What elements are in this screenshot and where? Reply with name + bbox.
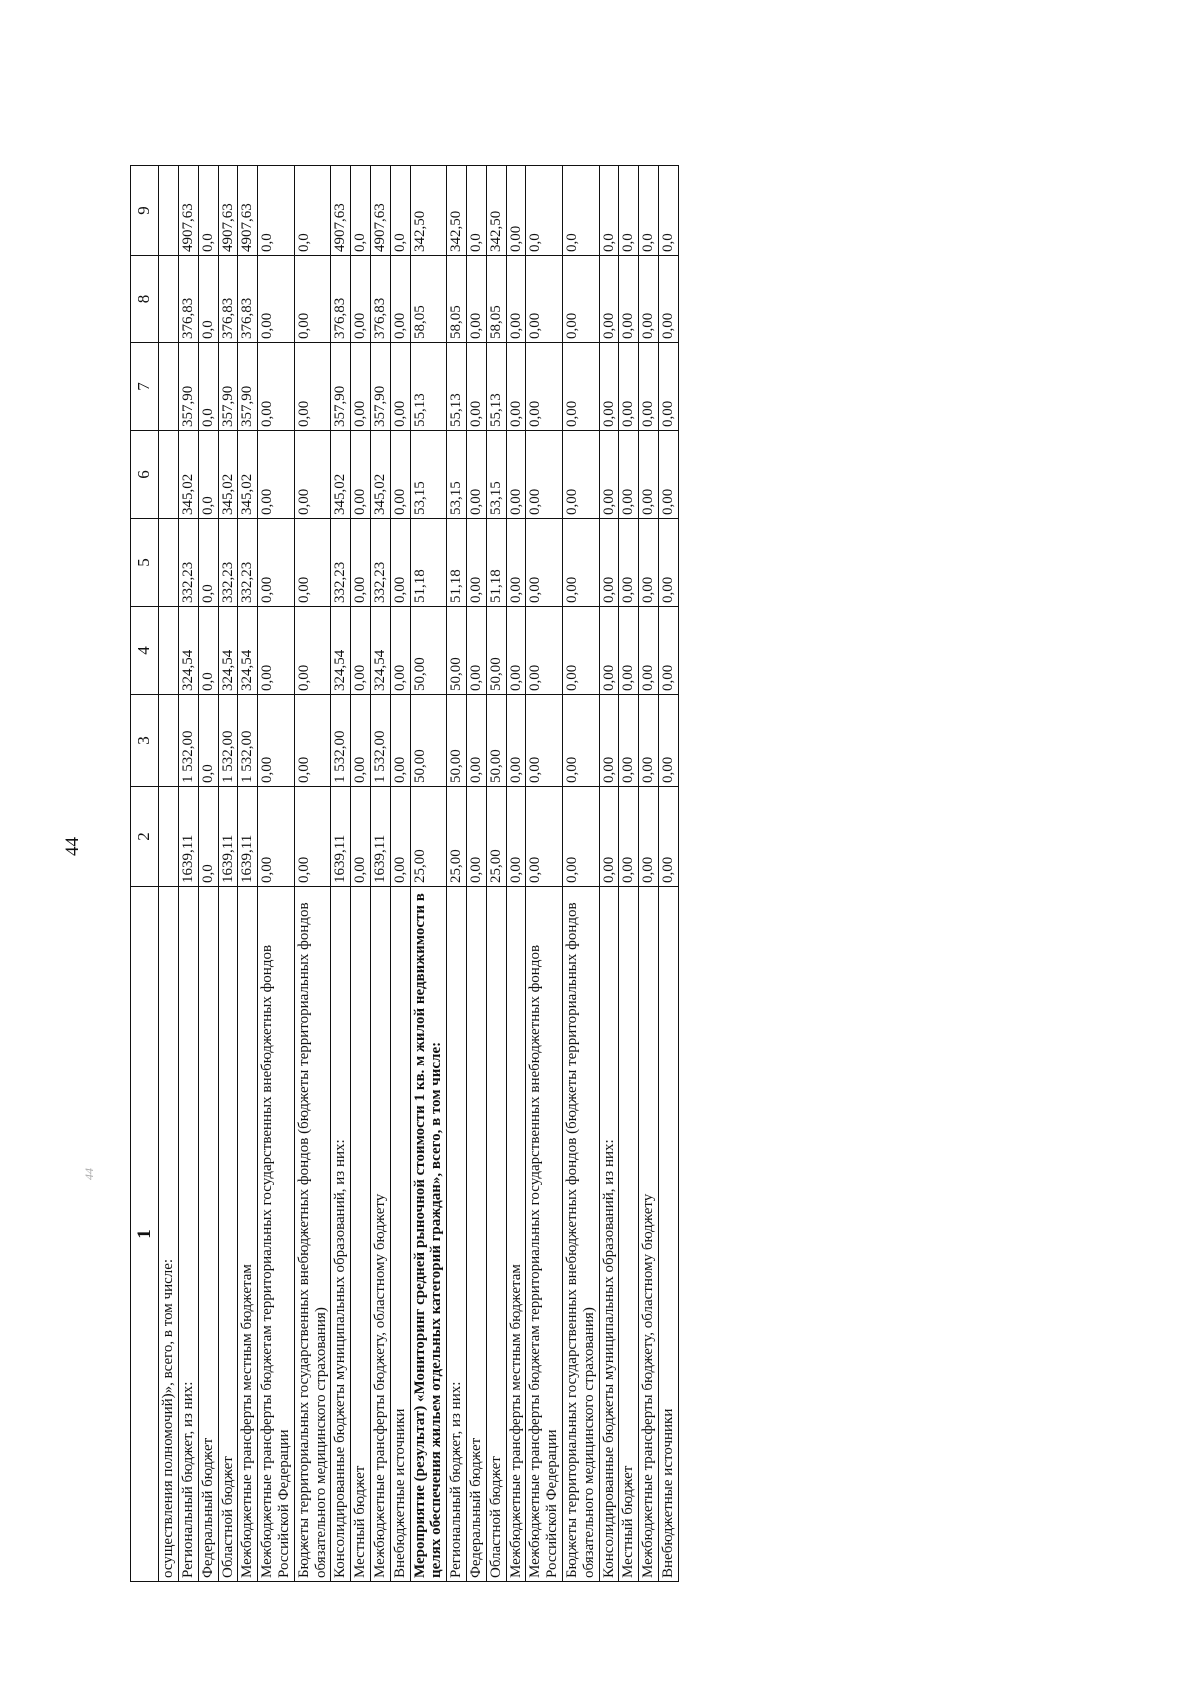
row-label: Внебюджетные источники — [658, 887, 678, 1582]
table-row — [467, 166, 487, 1582]
value-cell: 4907,63 — [238, 166, 258, 256]
table-row — [486, 166, 506, 1582]
value-cell: 0,00 — [563, 431, 600, 519]
value-cell: 0,00 — [639, 256, 659, 343]
value-cell: 0,0 — [198, 431, 218, 519]
value-cell: 0,00 — [506, 695, 526, 787]
value-cell: 4907,63 — [179, 166, 199, 256]
value-cell: 0,0 — [658, 166, 678, 256]
value-cell: 0,0 — [390, 166, 410, 256]
column-header: 6 — [131, 431, 159, 519]
column-header: 4 — [131, 607, 159, 695]
value-cell: 1 532,00 — [238, 695, 258, 787]
value-cell: 0,00 — [258, 787, 295, 887]
value-cell: 0,00 — [258, 256, 295, 343]
table-row — [447, 166, 467, 1582]
value-cell: 0,00 — [258, 431, 295, 519]
value-cell: 58,05 — [410, 256, 447, 343]
row-label: Бюджеты территориальных государственных внебюджетных фондов (бюджеты территориальных фондов обязательного медицинского страхования) — [563, 887, 600, 1582]
value-cell: 4907,63 — [218, 166, 238, 256]
value-cell: 357,90 — [218, 343, 238, 431]
value-cell: 1 532,00 — [218, 695, 238, 787]
row-label: Федеральный бюджет — [467, 887, 487, 1582]
table-row — [506, 166, 526, 1582]
value-cell: 332,23 — [238, 519, 258, 607]
row-label: Межбюджетные трансферты местным бюджетам — [506, 887, 526, 1582]
value-cell: 0,00 — [619, 787, 639, 887]
value-cell: 0,00 — [619, 431, 639, 519]
value-cell: 0,00 — [390, 695, 410, 787]
column-header: 1 — [131, 887, 159, 1582]
value-cell: 357,90 — [371, 343, 391, 431]
value-cell: 0,0 — [294, 166, 331, 256]
value-cell: 0,00 — [526, 519, 563, 607]
table-row — [258, 166, 295, 1582]
value-cell: 50,00 — [486, 607, 506, 695]
value-cell: 0,00 — [258, 343, 295, 431]
value-cell: 0,00 — [639, 607, 659, 695]
table-row — [658, 166, 678, 1582]
table-row — [526, 166, 563, 1582]
value-cell: 0,00 — [294, 519, 331, 607]
value-cell: 58,05 — [486, 256, 506, 343]
value-cell: 0,00 — [467, 787, 487, 887]
column-header: 7 — [131, 343, 159, 431]
table-row — [351, 166, 371, 1582]
table-row — [410, 166, 447, 1582]
value-cell: 376,83 — [331, 256, 351, 343]
value-cell: 58,05 — [447, 256, 467, 343]
value-cell: 0,00 — [639, 695, 659, 787]
value-cell: 0,00 — [599, 695, 619, 787]
value-cell: 55,13 — [447, 343, 467, 431]
row-label: Межбюджетные трансферты бюджетам территориальных государственных внебюджетных фондов Российской Федерации — [526, 887, 563, 1582]
row-label: Консолидированные бюджеты муниципальных образований, из них: — [331, 887, 351, 1582]
row-label: Внебюджетные источники — [390, 887, 410, 1582]
value-cell: 342,50 — [486, 166, 506, 256]
value-cell: 0,00 — [599, 431, 619, 519]
value-cell: 376,83 — [371, 256, 391, 343]
value-cell: 50,00 — [447, 695, 467, 787]
column-number-row — [131, 166, 159, 1582]
value-cell: 0,0 — [198, 256, 218, 343]
value-cell: 0,00 — [351, 343, 371, 431]
value-cell: 324,54 — [179, 607, 199, 695]
value-cell: 0,00 — [526, 431, 563, 519]
value-cell: 0,00 — [619, 607, 639, 695]
table-body — [159, 166, 679, 1582]
value-cell: 0,00 — [658, 256, 678, 343]
value-cell: 0,00 — [506, 343, 526, 431]
value-cell: 0,00 — [351, 695, 371, 787]
row-label: Областной бюджет — [486, 887, 506, 1582]
value-cell: 324,54 — [371, 607, 391, 695]
value-cell: 345,02 — [179, 431, 199, 519]
value-cell: 1639,11 — [218, 787, 238, 887]
value-cell: 51,18 — [410, 519, 447, 607]
value-cell: 1639,11 — [179, 787, 199, 887]
value-cell: 0,00 — [526, 787, 563, 887]
row-label: Областной бюджет — [218, 887, 238, 1582]
table-row — [198, 166, 218, 1582]
value-cell: 0,00 — [351, 607, 371, 695]
value-cell: 0,00 — [619, 256, 639, 343]
value-cell: 1639,11 — [331, 787, 351, 887]
value-cell: 0,00 — [506, 607, 526, 695]
value-cell: 0,00 — [506, 787, 526, 887]
value-cell: 357,90 — [179, 343, 199, 431]
value-cell: 0,0 — [639, 166, 659, 256]
value-cell: 345,02 — [238, 431, 258, 519]
value-cell: 0,00 — [258, 695, 295, 787]
row-label: Межбюджетные трансферты бюджету, областному бюджету — [371, 887, 391, 1582]
row-label: Федеральный бюджет — [198, 887, 218, 1582]
value-cell: 25,00 — [486, 787, 506, 887]
value-cell: 25,00 — [410, 787, 447, 887]
table-row — [619, 166, 639, 1582]
table-row — [390, 166, 410, 1582]
value-cell: 0,0 — [526, 166, 563, 256]
value-cell: 376,83 — [179, 256, 199, 343]
value-cell: 0,0 — [258, 166, 295, 256]
value-cell: 0,00 — [563, 256, 600, 343]
value-cell: 0,00 — [526, 607, 563, 695]
value-cell: 0,0 — [198, 695, 218, 787]
value-cell: 0,00 — [467, 695, 487, 787]
value-cell: 0,00 — [506, 256, 526, 343]
value-cell: 0,00 — [639, 343, 659, 431]
value-cell: 0,00 — [619, 343, 639, 431]
value-cell: 53,15 — [410, 431, 447, 519]
value-cell: 0,00 — [526, 343, 563, 431]
value-cell: 0,00 — [563, 519, 600, 607]
table-row — [599, 166, 619, 1582]
value-cell: 0,00 — [639, 431, 659, 519]
row-label: осуществления полномочий)», всего, в том числе: — [159, 887, 179, 1582]
value-cell — [159, 607, 179, 695]
value-cell: 0,0 — [198, 787, 218, 887]
value-cell: 345,02 — [218, 431, 238, 519]
value-cell: 0,00 — [658, 343, 678, 431]
value-cell: 0,00 — [351, 787, 371, 887]
rotated-table-container — [130, 166, 1010, 1582]
value-cell: 25,00 — [447, 787, 467, 887]
value-cell: 0,0 — [619, 166, 639, 256]
value-cell: 0,0 — [467, 166, 487, 256]
value-cell: 0,00 — [563, 695, 600, 787]
value-cell: 357,90 — [331, 343, 351, 431]
value-cell: 376,83 — [238, 256, 258, 343]
row-label: Межбюджетные трансферты бюджетам территориальных государственных внебюджетных фондов Российской Федерации — [258, 887, 295, 1582]
column-header: 5 — [131, 519, 159, 607]
value-cell: 0,00 — [351, 519, 371, 607]
table-row — [563, 166, 600, 1582]
budget-table — [130, 165, 679, 1582]
value-cell: 0,00 — [658, 787, 678, 887]
value-cell: 332,23 — [179, 519, 199, 607]
value-cell: 0,00 — [467, 343, 487, 431]
value-cell: 0,0 — [198, 166, 218, 256]
column-header: 9 — [131, 166, 159, 256]
value-cell: 0,00 — [563, 787, 600, 887]
value-cell: 0,00 — [294, 343, 331, 431]
value-cell: 0,00 — [599, 343, 619, 431]
value-cell: 332,23 — [331, 519, 351, 607]
value-cell: 0,00 — [390, 431, 410, 519]
value-cell: 345,02 — [331, 431, 351, 519]
value-cell: 0,0 — [351, 166, 371, 256]
value-cell: 342,50 — [410, 166, 447, 256]
value-cell: 0,00 — [294, 607, 331, 695]
value-cell: 345,02 — [371, 431, 391, 519]
value-cell: 324,54 — [238, 607, 258, 695]
value-cell: 0,00 — [599, 607, 619, 695]
value-cell: 0,00 — [294, 256, 331, 343]
page-number: 44 — [62, 837, 83, 856]
value-cell: 0,00 — [639, 787, 659, 887]
value-cell: 0,00 — [294, 695, 331, 787]
value-cell: 0,00 — [506, 166, 526, 256]
value-cell: 0,00 — [619, 695, 639, 787]
value-cell: 0,00 — [294, 431, 331, 519]
faint-stamp: 44 — [82, 1168, 96, 1180]
table-row — [294, 166, 331, 1582]
value-cell: 0,00 — [639, 519, 659, 607]
row-label: Консолидированные бюджеты муниципальных образований, из них: — [599, 887, 619, 1582]
value-cell — [159, 695, 179, 787]
value-cell: 0,0 — [198, 343, 218, 431]
value-cell: 0,00 — [390, 787, 410, 887]
value-cell: 324,54 — [218, 607, 238, 695]
table-row — [371, 166, 391, 1582]
value-cell: 0,00 — [390, 256, 410, 343]
value-cell: 1 532,00 — [331, 695, 351, 787]
value-cell: 0,00 — [506, 519, 526, 607]
value-cell: 0,00 — [390, 607, 410, 695]
value-cell: 1 532,00 — [371, 695, 391, 787]
value-cell: 1 532,00 — [179, 695, 199, 787]
value-cell: 0,00 — [599, 519, 619, 607]
value-cell: 0,00 — [599, 256, 619, 343]
table-row — [331, 166, 351, 1582]
value-cell: 0,00 — [599, 787, 619, 887]
value-cell: 0,00 — [294, 787, 331, 887]
value-cell: 50,00 — [410, 607, 447, 695]
value-cell — [159, 343, 179, 431]
column-header: 8 — [131, 256, 159, 343]
row-label: Местный бюджет — [351, 887, 371, 1582]
value-cell: 55,13 — [486, 343, 506, 431]
value-cell: 50,00 — [486, 695, 506, 787]
row-label: Мероприятие (результат) «Мониторинг средней рыночной стоимости 1 кв. м жилой недвижимости в целях обеспечения жильем отдельных категорий граждан», всего, в том числе: — [410, 887, 447, 1582]
row-label: Местный бюджет — [619, 887, 639, 1582]
value-cell: 0,00 — [258, 607, 295, 695]
value-cell: 51,18 — [447, 519, 467, 607]
table-row — [639, 166, 659, 1582]
row-label: Бюджеты территориальных государственных внебюджетных фондов (бюджеты территориальных фондов обязательного медицинского страхования) — [294, 887, 331, 1582]
value-cell: 342,50 — [447, 166, 467, 256]
value-cell: 0,00 — [467, 256, 487, 343]
table-row — [238, 166, 258, 1582]
value-cell: 0,00 — [563, 343, 600, 431]
value-cell: 357,90 — [238, 343, 258, 431]
value-cell: 0,00 — [467, 431, 487, 519]
value-cell: 0,00 — [467, 519, 487, 607]
row-label: Межбюджетные трансферты бюджету, областному бюджету — [639, 887, 659, 1582]
value-cell: 0,00 — [258, 519, 295, 607]
value-cell: 4907,63 — [331, 166, 351, 256]
value-cell: 0,00 — [390, 343, 410, 431]
value-cell: 0,00 — [563, 607, 600, 695]
table-row — [179, 166, 199, 1582]
value-cell — [159, 787, 179, 887]
value-cell: 53,15 — [447, 431, 467, 519]
value-cell: 0,00 — [506, 431, 526, 519]
value-cell: 1639,11 — [371, 787, 391, 887]
row-label: Межбюджетные трансферты местным бюджетам — [238, 887, 258, 1582]
value-cell: 0,00 — [351, 256, 371, 343]
row-label: Региональный бюджет, из них: — [179, 887, 199, 1582]
value-cell: 332,23 — [218, 519, 238, 607]
value-cell: 0,0 — [198, 519, 218, 607]
value-cell: 4907,63 — [371, 166, 391, 256]
column-header: 2 — [131, 787, 159, 887]
value-cell: 0,00 — [390, 519, 410, 607]
value-cell: 51,18 — [486, 519, 506, 607]
value-cell — [159, 166, 179, 256]
row-label: Региональный бюджет, из них: — [447, 887, 467, 1582]
value-cell — [159, 519, 179, 607]
value-cell: 50,00 — [410, 695, 447, 787]
value-cell: 324,54 — [331, 607, 351, 695]
column-header: 3 — [131, 695, 159, 787]
value-cell: 376,83 — [218, 256, 238, 343]
value-cell: 0,00 — [351, 431, 371, 519]
table-row — [218, 166, 238, 1582]
value-cell: 0,0 — [198, 607, 218, 695]
value-cell — [159, 431, 179, 519]
value-cell: 0,00 — [467, 607, 487, 695]
value-cell: 0,00 — [658, 519, 678, 607]
value-cell: 0,00 — [658, 431, 678, 519]
value-cell: 53,15 — [486, 431, 506, 519]
value-cell: 1639,11 — [238, 787, 258, 887]
value-cell — [159, 256, 179, 343]
value-cell: 55,13 — [410, 343, 447, 431]
value-cell: 332,23 — [371, 519, 391, 607]
value-cell: 0,00 — [658, 695, 678, 787]
value-cell: 0,00 — [526, 695, 563, 787]
value-cell: 50,00 — [447, 607, 467, 695]
value-cell: 0,0 — [599, 166, 619, 256]
value-cell: 0,00 — [658, 607, 678, 695]
value-cell: 0,0 — [563, 166, 600, 256]
table-row — [159, 166, 179, 1582]
value-cell: 0,00 — [526, 256, 563, 343]
value-cell: 0,00 — [619, 519, 639, 607]
